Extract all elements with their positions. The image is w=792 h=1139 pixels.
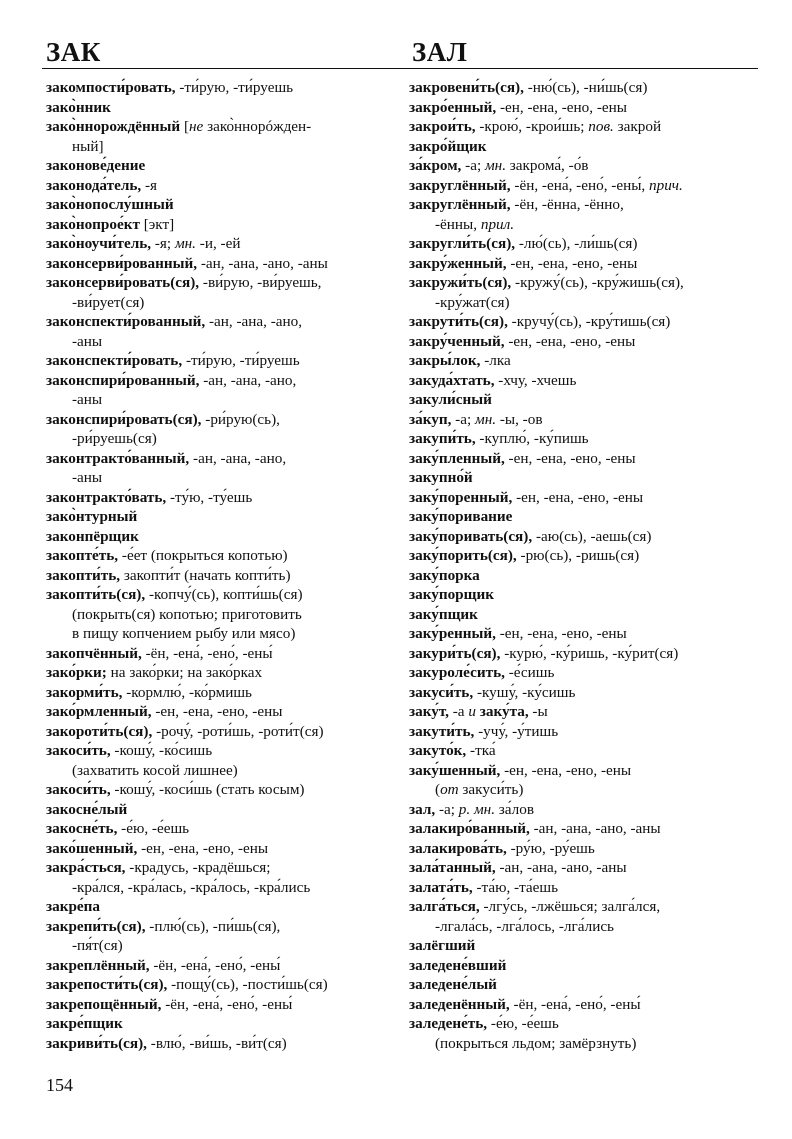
- headword: заку́поривать(ся),: [409, 527, 533, 545]
- headword: закуда́хтать,: [409, 371, 495, 389]
- grammar-forms: в пищу копчением рыбу или мясо): [72, 625, 296, 642]
- grammar-forms: (покрыться льдом; замёрзнуть): [435, 1034, 637, 1052]
- dictionary-entry: [46, 312, 392, 332]
- headword: закриви́ть(ся),: [46, 1034, 147, 1052]
- entry-continuation: [46, 429, 392, 449]
- headword: закули́сный: [409, 391, 492, 408]
- entry-continuation: [409, 293, 759, 313]
- grammar-forms: -кошу́, -коси́шь (стать косым): [110, 781, 305, 798]
- dictionary-entry: [409, 429, 759, 449]
- dictionary-entry: [46, 215, 392, 235]
- entry-continuation: [46, 761, 392, 781]
- headword: закруглённый,: [409, 196, 511, 213]
- headword: закровени́ть(ся),: [409, 79, 524, 96]
- grammar-forms: -лка: [480, 352, 511, 369]
- headword: закуроле́сить,: [409, 664, 505, 681]
- grammar-forms: -кру́жат(ся): [435, 293, 510, 311]
- grammar-forms: [: [180, 118, 190, 135]
- dictionary-entry: [409, 137, 759, 157]
- dictionary-entry: [409, 995, 759, 1015]
- left-column: [46, 78, 392, 1053]
- entry-continuation: [46, 332, 392, 352]
- abbreviation: мн.: [475, 410, 497, 428]
- headword: законтракто́вать,: [46, 488, 167, 506]
- abbreviation: от: [440, 781, 459, 798]
- dictionary-entry: [46, 566, 392, 586]
- entry-continuation: [46, 390, 392, 410]
- entry-continuation: [409, 215, 759, 235]
- dictionary-entry: [46, 176, 392, 196]
- headword: заку́поренный,: [409, 488, 513, 506]
- grammar-forms: -кошу́, -ко́сишь: [110, 742, 213, 759]
- dictionary-entry: [46, 527, 392, 547]
- dictionary-entry: [46, 254, 392, 274]
- grammar-forms: -е́сишь: [504, 664, 555, 681]
- entry-continuation: [46, 605, 392, 625]
- dictionary-entry: [409, 234, 759, 254]
- dictionary-entry: [409, 312, 759, 332]
- dictionary-entry: [409, 390, 759, 410]
- dictionary-entry: [46, 702, 392, 722]
- grammar-forms: -ту́ю, -ту́ешь: [166, 488, 253, 506]
- headword: зако́рки;: [46, 664, 107, 681]
- grammar-forms: -рю(сь), -ришь(ся): [516, 547, 640, 564]
- grammar-forms: -ан, -ана, -ано, -аны: [197, 254, 328, 272]
- dictionary-entry: [409, 468, 759, 488]
- grammar-forms: -ви́рует(ся): [72, 293, 145, 311]
- headword: закомпости́ровать,: [46, 79, 176, 96]
- abbreviation: и: [468, 703, 476, 720]
- dictionary-entry: [409, 663, 759, 683]
- grammar-forms: -ню́(сь), -ни́шь(ся): [523, 79, 648, 96]
- grammar-forms: -лю́(сь), -ли́шь(ся): [515, 235, 638, 252]
- grammar-forms: -е́ет (покрыться копотью): [118, 547, 288, 564]
- headword: закоси́ть,: [46, 742, 111, 759]
- entry-continuation: [46, 293, 392, 313]
- right-guide-word: ЗАЛ: [412, 37, 468, 67]
- grammar-forms: -ри́рую(сь),: [201, 410, 280, 428]
- running-header: [42, 36, 758, 69]
- grammar-forms: -аны: [72, 469, 103, 486]
- grammar-forms: -ен, -ена, -ено, -ены: [506, 254, 638, 272]
- headword: закорми́ть,: [46, 683, 123, 701]
- headword: законтракто́ванный,: [46, 449, 190, 467]
- grammar-forms: -крадусь, -крадёшься;: [125, 859, 271, 876]
- headword: закопти́ть,: [46, 566, 121, 584]
- grammar-forms: закрой: [613, 118, 662, 135]
- dictionary-entry: [409, 858, 759, 878]
- headword: закупи́ть,: [409, 430, 476, 447]
- dictionary-entry: [409, 761, 759, 781]
- headword: закупно́й: [409, 469, 473, 486]
- dictionary-entry: [409, 839, 759, 859]
- dictionary-entry: [409, 507, 759, 527]
- grammar-forms: -ен, -ена, -ено, -ены: [512, 488, 644, 506]
- grammar-forms: -кра́лся, -кра́лась, -кра́лось, -кра́лись: [72, 878, 311, 896]
- headword: закруглённый,: [409, 176, 511, 194]
- grammar-forms: -ен, -ена, -ено, -ены: [496, 98, 627, 116]
- grammar-forms: (покрыть(ся) копотью; приготовить: [72, 605, 302, 623]
- dictionary-entry: [46, 1014, 392, 1034]
- dictionary-entry: [46, 741, 392, 761]
- headword: залга́ться,: [409, 898, 480, 915]
- grammar-forms: [экт]: [139, 215, 175, 233]
- headword: заку́порить(ся),: [409, 547, 517, 564]
- grammar-forms: -ру́ю, -ру́ешь: [506, 839, 595, 857]
- grammar-forms: -и, -ей: [195, 235, 241, 252]
- headword: законпёрщик: [46, 527, 139, 545]
- headword: закуто́к,: [409, 742, 467, 759]
- grammar-forms: -ен, -ена, -ено, -ены: [500, 761, 632, 779]
- dictionary-entry: [409, 800, 759, 820]
- grammar-forms: -пя́т(ся): [72, 937, 123, 954]
- grammar-forms: -учу́, -у́тишь: [474, 722, 559, 740]
- grammar-forms: -ен, -ена, -ено, -ены: [151, 703, 283, 720]
- grammar-forms: -хчу, -хчешь: [494, 371, 577, 389]
- headword: законспири́рованный,: [46, 371, 200, 389]
- dictionary-entry: [46, 449, 392, 469]
- dictionary-entry: [46, 956, 392, 976]
- grammar-forms: -копчу́(сь), копти́шь(ся): [145, 586, 303, 603]
- grammar-forms: -та́ю, -та́ешь: [472, 878, 559, 896]
- dictionary-entry: [409, 156, 759, 176]
- headword: залата́ть,: [409, 878, 473, 896]
- dictionary-entry: [46, 78, 392, 98]
- grammar-forms: -лгала́сь, -лга́лось, -лга́лись: [435, 917, 614, 935]
- grammar-forms: -влю́, -ви́шь, -ви́т(ся): [146, 1034, 287, 1052]
- headword: заледене́вший: [409, 956, 507, 974]
- headword: зако̀нтурный: [46, 508, 138, 525]
- headword: заку́пщик: [409, 605, 478, 623]
- dictionary-entry: [46, 683, 392, 703]
- grammar-forms: -ен, -ена, -ено, -ены: [137, 839, 269, 857]
- dictionary-entry: [409, 644, 759, 664]
- grammar-forms: -ён, -ённа, -ённо,: [510, 196, 624, 213]
- entry-continuation: [46, 936, 392, 956]
- headword: закосне́лый: [46, 800, 128, 818]
- grammar-forms: -кормлю́, -ко́рмишь: [122, 683, 252, 701]
- grammar-forms: -ан, -ана, -ано,: [205, 313, 303, 330]
- grammar-forms: за́лов: [495, 800, 535, 818]
- headword: заку́пленный,: [409, 449, 505, 467]
- headword: за́куп,: [409, 410, 452, 428]
- headword: закопти́ть(ся),: [46, 586, 146, 603]
- abbreviation: мн.: [174, 235, 196, 252]
- grammar-forms: -ен, -ена, -ено, -ены: [504, 332, 636, 350]
- grammar-forms: закуси́ть): [458, 781, 524, 798]
- dictionary-entry: [46, 410, 392, 430]
- grammar-forms: зако̀ннорóжден-: [203, 118, 312, 135]
- headword: закрепости́ть(ся),: [46, 976, 168, 993]
- dictionary-entry: [409, 722, 759, 742]
- grammar-forms: -тка́: [466, 742, 496, 759]
- grammar-forms: -ённы,: [435, 215, 481, 233]
- headword: зала́танный,: [409, 859, 496, 876]
- grammar-forms: -ы, -ов: [496, 410, 543, 428]
- grammar-forms: -ан, -ана, -ано, -аны: [529, 820, 661, 837]
- dictionary-entry: [46, 117, 392, 137]
- headword: заку́ренный,: [409, 625, 496, 642]
- entry-continuation: [409, 917, 759, 937]
- headword: законода́тель,: [46, 176, 142, 194]
- dictionary-entry: [409, 98, 759, 118]
- headword: заку́шенный,: [409, 761, 501, 779]
- headword: закругли́ть(ся),: [409, 235, 516, 252]
- dictionary-entry: [409, 897, 759, 917]
- headword: закра́сться,: [46, 859, 126, 876]
- headword: закре́па: [46, 898, 100, 915]
- grammar-forms: -ри́руешь(ся): [72, 430, 157, 447]
- dictionary-entry: [409, 819, 759, 839]
- headword: закрепощённый,: [46, 995, 162, 1013]
- headword: законспекти́ровать,: [46, 352, 183, 369]
- grammar-forms: -а;: [461, 157, 485, 174]
- dictionary-entry: [409, 741, 759, 761]
- abbreviation: не: [189, 118, 204, 135]
- headword: закути́ть,: [409, 722, 475, 740]
- grammar-forms: -лгу́сь, -лжёшься; залга́лся,: [479, 898, 661, 915]
- dictionary-entry: [46, 488, 392, 508]
- dictionary-entry: [409, 117, 759, 137]
- grammar-forms: -ви́рую, -ви́руешь,: [199, 274, 322, 291]
- dictionary-entry: [409, 176, 759, 196]
- dictionary-entry: [46, 819, 392, 839]
- headword: законсерви́ровать(ся),: [46, 274, 200, 291]
- headword: заледене́ть,: [409, 1015, 488, 1032]
- grammar-forms: -плю́(сь), -пи́шь(ся),: [145, 917, 281, 935]
- dictionary-entry: [46, 897, 392, 917]
- grammar-forms: -кружу́(сь), -кру́жишь(ся),: [511, 274, 684, 291]
- grammar-forms: -ён, -ена́, -ено́, -ены́,: [510, 176, 650, 194]
- headword: зако̀ннорождённый: [46, 118, 181, 135]
- headword: законове́дение: [46, 157, 146, 174]
- dictionary-entry: [46, 780, 392, 800]
- dictionary-entry: [46, 917, 392, 937]
- grammar-forms: -е́ю, -е́ешь: [117, 820, 190, 837]
- dictionary-entry: [46, 98, 392, 118]
- headword: закро́енный,: [409, 98, 497, 116]
- headword: зако̀нопрое́кт: [46, 215, 140, 233]
- page-number: 154: [46, 1075, 73, 1095]
- headword: залакирова́ть,: [409, 839, 507, 857]
- headword: закре́пщик: [46, 1015, 123, 1032]
- dictionary-entry: [46, 995, 392, 1015]
- dictionary-entry: [46, 507, 392, 527]
- dictionary-entry: [409, 410, 759, 430]
- dictionary-entry: [46, 371, 392, 391]
- headword: закро́йщик: [409, 137, 487, 155]
- entry-continuation: [46, 878, 392, 898]
- grammar-forms: -а: [448, 703, 469, 720]
- headword: заку́порка: [409, 566, 480, 584]
- headword: закрои́ть,: [409, 118, 476, 135]
- dictionary-entry: [409, 702, 759, 722]
- grammar-forms: -курю́, -ку́ришь, -ку́рит(ся): [500, 644, 679, 662]
- grammar-forms: закрома́, -о́в: [506, 157, 589, 174]
- dictionary-entry: [409, 546, 759, 566]
- abbreviation: р. мн.: [458, 800, 495, 818]
- abbreviation: прил.: [480, 215, 515, 233]
- headword: зако́шенный,: [46, 839, 138, 857]
- dictionary-entry: [409, 624, 759, 644]
- dictionary-entry: [409, 351, 759, 371]
- headword: закрепи́ть(ся),: [46, 917, 146, 935]
- headword: заку́т,: [409, 703, 449, 720]
- grammar-forms: -ён, -ена́, -ено́, -ены́: [149, 956, 281, 974]
- dictionary-entry: [46, 156, 392, 176]
- grammar-forms: -куплю́, -ку́пишь: [475, 430, 589, 447]
- grammar-forms: -кушу́, -ку́сишь: [473, 683, 576, 701]
- entry-continuation: [409, 780, 759, 800]
- grammar-forms: -ён, -ена́, -ено́, -ены́: [161, 995, 293, 1013]
- grammar-forms: -крою́, -крои́шь;: [475, 118, 589, 135]
- headword: законспекти́рованный,: [46, 313, 206, 330]
- grammar-forms: -пощу́(сь), -пости́шь(ся): [167, 976, 328, 993]
- headword: зако́рмленный,: [46, 703, 152, 720]
- dictionary-entry: [409, 488, 759, 508]
- dictionary-entry: [46, 546, 392, 566]
- grammar-forms: на зако́рки; на зако́рках: [106, 664, 263, 681]
- headword: заледенённый,: [409, 995, 510, 1013]
- grammar-forms: закопти́т (начать копти́ть): [120, 566, 291, 584]
- headword: заку́поривание: [409, 508, 513, 525]
- abbreviation: мн.: [484, 157, 506, 174]
- grammar-forms: -а;: [451, 410, 475, 428]
- dictionary-entry: [409, 936, 759, 956]
- dictionary-entry: [46, 644, 392, 664]
- grammar-forms: -а;: [435, 800, 459, 818]
- grammar-forms: -ен, -ена, -ено, -ены: [504, 449, 636, 467]
- headword: за́кром,: [409, 157, 462, 174]
- entry-continuation: [46, 624, 392, 644]
- headword: закреплённый,: [46, 956, 150, 974]
- headword: закружи́ть(ся),: [409, 274, 512, 291]
- headword: закру́ченный,: [409, 332, 505, 350]
- headword: закопте́ть,: [46, 547, 119, 564]
- grammar-forms: -аны: [72, 332, 103, 350]
- dictionary-entry: [46, 839, 392, 859]
- dictionary-entry: [409, 585, 759, 605]
- headword: залёгший: [409, 937, 476, 954]
- dictionary-entry: [46, 663, 392, 683]
- dictionary-entry: [409, 371, 759, 391]
- dictionary-entry: [409, 332, 759, 352]
- headword: закури́ть(ся),: [409, 644, 501, 662]
- dictionary-entry: [409, 956, 759, 976]
- entry-continuation: [46, 137, 392, 157]
- dictionary-entry: [46, 800, 392, 820]
- dictionary-entry: [46, 858, 392, 878]
- grammar-forms: -ён, -ена́, -ено́, -ены́: [509, 995, 641, 1013]
- headword: закру́женный,: [409, 254, 507, 272]
- grammar-forms: -ан, -ана, -ано,: [189, 449, 287, 467]
- dictionary-entry: [46, 1034, 392, 1054]
- dictionary-entry: [409, 683, 759, 703]
- headword: закуси́ть,: [409, 683, 474, 701]
- grammar-forms: (: [435, 781, 441, 798]
- headword: закоси́ть,: [46, 781, 111, 798]
- dictionary-entry: [46, 585, 392, 605]
- dictionary-entry: [409, 975, 759, 995]
- headword: зако̀нопослу́шный: [46, 196, 174, 213]
- dictionary-entry: [409, 566, 759, 586]
- headword: заку́та,: [479, 703, 529, 720]
- headword: закороти́ть(ся),: [46, 722, 153, 740]
- abbreviation: пов.: [588, 118, 614, 135]
- headword: законспири́ровать(ся),: [46, 410, 202, 428]
- grammar-forms: -ен, -ена, -ено, -ены: [495, 625, 627, 642]
- grammar-forms: -аю(сь), -аешь(ся): [532, 527, 652, 545]
- dictionary-entry: [46, 195, 392, 215]
- entry-continuation: [409, 1034, 759, 1054]
- headword: закрути́ть(ся),: [409, 313, 508, 330]
- grammar-forms: -ан, -ана, -ано,: [199, 371, 297, 389]
- grammar-forms: -кручу́(сь), -кру́тишь(ся): [507, 313, 671, 330]
- grammar-forms: -аны: [72, 391, 103, 408]
- headword: закры́лок,: [409, 352, 481, 369]
- dictionary-entry: [409, 605, 759, 625]
- right-column: [409, 78, 759, 1053]
- headword: зако̀нник: [46, 98, 111, 116]
- headword: заку́порщик: [409, 586, 494, 603]
- dictionary-entry: [409, 527, 759, 547]
- abbreviation: прич.: [649, 176, 683, 194]
- dictionary-entry: [409, 273, 759, 293]
- grammar-forms: (захватить косой лишнее): [72, 761, 238, 779]
- grammar-forms: -рочу́, -роти́шь, -роти́т(ся): [152, 722, 324, 740]
- grammar-forms: -ён, -ена́, -ено́, -ены́: [141, 644, 273, 662]
- dictionary-entry: [46, 722, 392, 742]
- headword: залакиро́ванный,: [409, 820, 530, 837]
- grammar-forms: -я;: [151, 235, 175, 252]
- grammar-forms: -я: [141, 176, 158, 194]
- entry-continuation: [46, 468, 392, 488]
- dictionary-entry: [409, 78, 759, 98]
- headword: заледене́лый: [409, 976, 497, 993]
- dictionary-entry: [46, 234, 392, 254]
- dictionary-entry: [409, 449, 759, 469]
- dictionary-entry: [46, 351, 392, 371]
- headword: закопчённый,: [46, 644, 142, 662]
- dictionary-entry: [409, 878, 759, 898]
- dictionary-entry: [46, 273, 392, 293]
- dictionary-entry: [46, 975, 392, 995]
- headword: зал,: [409, 800, 436, 818]
- grammar-forms: -ти́рую, -ти́руешь: [182, 352, 300, 369]
- dictionary-entry: [409, 195, 759, 215]
- grammar-forms: -ан, -ана, -ано, -аны: [495, 859, 627, 876]
- headword: зако̀ноучи́тель,: [46, 235, 152, 252]
- grammar-forms: -ти́рую, -ти́руешь: [175, 79, 294, 96]
- grammar-forms: ный]: [72, 137, 104, 155]
- grammar-forms: -е́ю, -е́ешь: [487, 1015, 559, 1032]
- headword: закосне́ть,: [46, 820, 118, 837]
- left-guide-word: ЗАК: [46, 37, 101, 67]
- grammar-forms: -ы: [528, 703, 548, 720]
- headword: законсерви́рованный,: [46, 254, 198, 272]
- dictionary-entry: [409, 1014, 759, 1034]
- dictionary-entry: [409, 254, 759, 274]
